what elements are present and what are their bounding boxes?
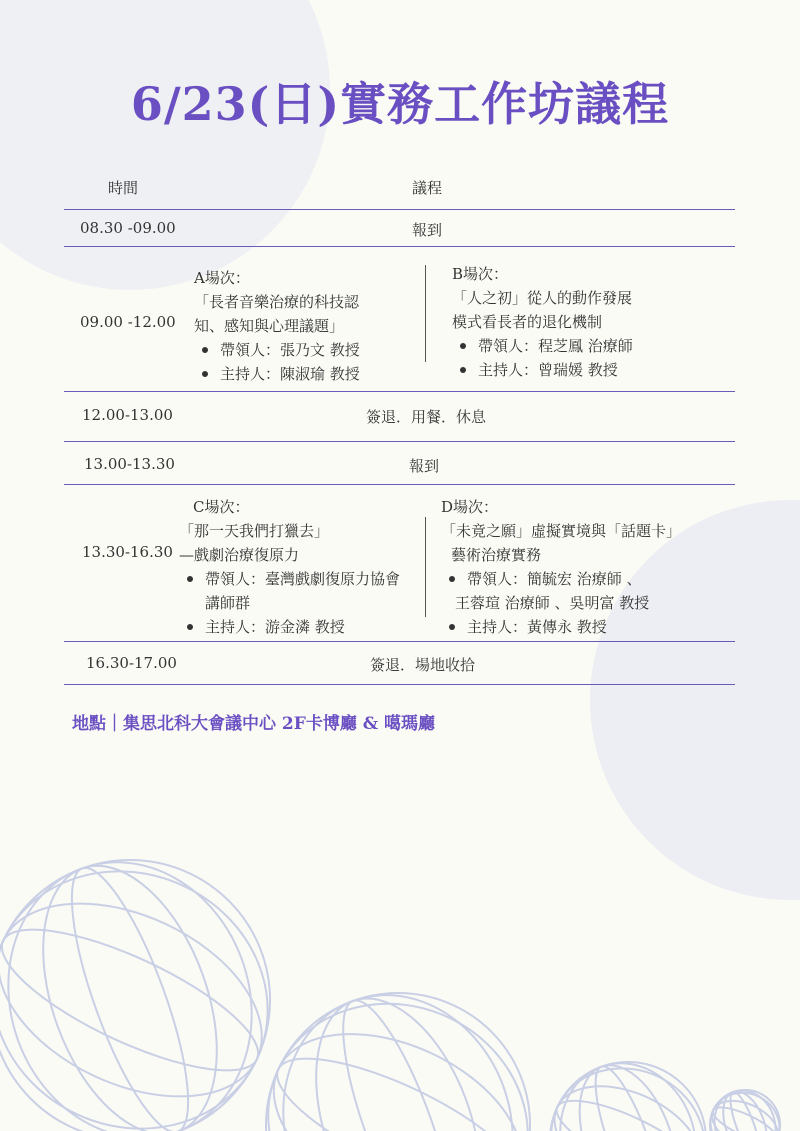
location-text: 地點｜集思北科大會議中心 2F卡博廳 & 噶瑪廳: [72, 714, 436, 734]
session-topic: 「未竟之願」虛擬實境與「話題卡」: [441, 522, 682, 540]
session-host: 主持人：陳淑瑜 教授: [194, 362, 360, 386]
session-topic: 「那一天我們打獵去」: [179, 522, 330, 540]
session-leader-cont: 講師群: [205, 594, 251, 612]
session-label: D場次：: [441, 498, 499, 516]
session-label: B場次：: [452, 265, 509, 283]
session-leader: 帶領人：臺灣戲劇復原力協會: [179, 567, 400, 591]
session-leader: 帶領人：張乃文 教授: [194, 338, 360, 362]
row-time: 12.00-13.00: [82, 406, 173, 424]
session-c: [179, 495, 400, 639]
globe-decoration: [228, 962, 568, 1131]
column-divider: [425, 265, 426, 362]
session-b: [452, 262, 633, 382]
header-agenda: 議程: [412, 179, 443, 197]
table-rule: [64, 441, 735, 442]
session-topic: —戲劇治療復原力: [179, 546, 300, 564]
table-rule: [64, 484, 735, 485]
table-rule: [64, 246, 735, 247]
session-host: 主持人：黃傳永 教授: [441, 615, 681, 639]
table-rule: [64, 391, 735, 392]
session-leader: 帶領人：簡毓宏 治療師 、: [441, 567, 681, 591]
session-host: 主持人：游金潾 教授: [179, 615, 400, 639]
session-leader: 帶領人：程芝鳳 治療師: [452, 334, 633, 358]
table-rule: [64, 209, 735, 210]
globe-decoration: [528, 1043, 729, 1131]
session-a: [194, 266, 360, 386]
column-divider: [425, 517, 426, 617]
row-time: 13.30-16.30: [82, 543, 173, 561]
session-host: 主持人：曾瑞媛 教授: [452, 358, 633, 382]
header-time: 時間: [108, 179, 139, 197]
row-agenda: 報到: [409, 457, 440, 475]
session-topic: 知、感知與心理議題」: [194, 317, 345, 335]
row-time: 13.00-13.30: [84, 455, 175, 473]
session-topic: 「人之初」從人的動作發展: [452, 289, 633, 307]
session-topic: 藝術治療實務: [451, 546, 542, 564]
globe-decoration: [0, 827, 310, 1131]
row-time: 16.30-17.00: [86, 654, 177, 672]
table-rule: [64, 684, 735, 685]
row-agenda: 報到: [412, 221, 443, 239]
session-topic: 「長者音樂治療的科技認: [194, 293, 360, 311]
row-time: 08.30 -09.00: [80, 219, 176, 237]
table-rule: [64, 641, 735, 642]
session-label: A場次：: [194, 269, 250, 287]
row-agenda: 簽退．場地收拾: [370, 656, 476, 674]
globe-decoration: [700, 1082, 790, 1131]
row-time: 09.00 -12.00: [80, 313, 176, 331]
session-leader-cont: 王蓉瑄 治療師 、吳明富 教授: [455, 594, 650, 612]
row-agenda: 簽退．用餐．休息: [366, 408, 487, 426]
session-topic: 模式看長者的退化機制: [452, 313, 603, 331]
session-d: [441, 495, 681, 639]
session-label: C場次：: [193, 498, 250, 516]
page-title: 6/23(日)實務工作坊議程: [130, 77, 670, 131]
